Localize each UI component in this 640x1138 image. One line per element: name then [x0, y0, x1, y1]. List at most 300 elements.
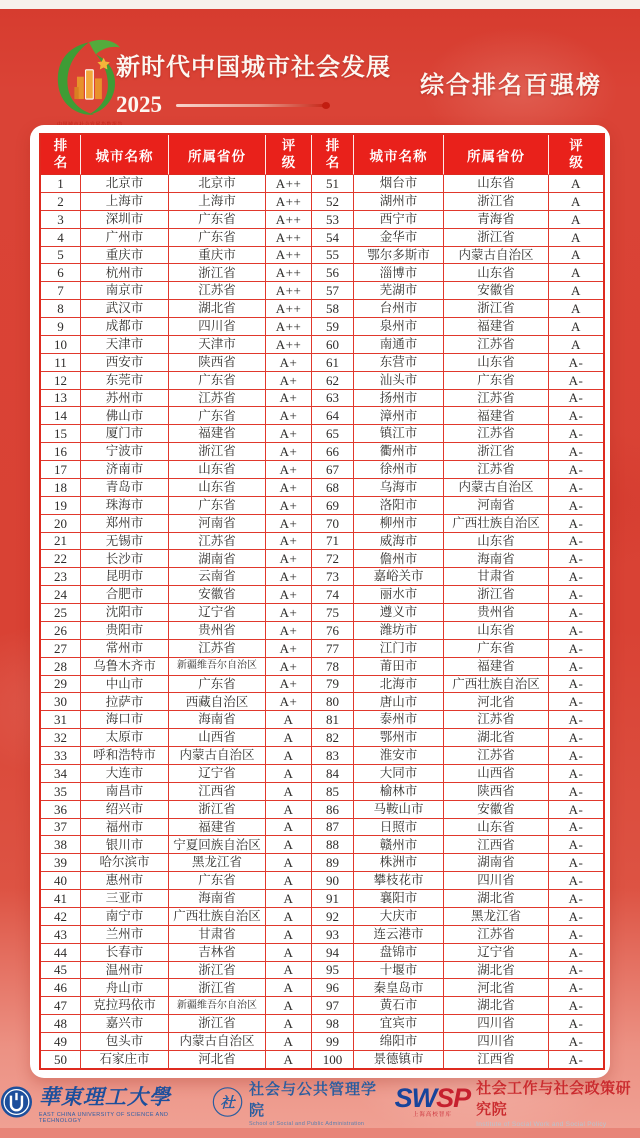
rank-cell: 79 — [312, 676, 354, 694]
province-cell: 浙江省 — [169, 443, 266, 461]
rating-cell: A- — [549, 586, 603, 604]
subtitle-right: 综合排名百强榜 — [420, 72, 602, 99]
city-cell: 银川市 — [81, 836, 169, 854]
rating-cell: A- — [549, 443, 603, 461]
rating-cell: A — [266, 908, 312, 926]
rank-cell: 90 — [312, 872, 354, 890]
rank-cell: 75 — [312, 604, 354, 622]
city-cell: 扬州市 — [354, 390, 444, 408]
city-cell: 芜湖市 — [354, 282, 444, 300]
rating-cell: A- — [549, 604, 603, 622]
rating-cell: A — [266, 801, 312, 819]
city-cell: 唐山市 — [354, 693, 444, 711]
rank-cell: 56 — [312, 264, 354, 282]
city-cell: 连云港市 — [354, 926, 444, 944]
rating-cell: A- — [549, 425, 603, 443]
rank-cell: 86 — [312, 801, 354, 819]
province-cell: 江西省 — [444, 1051, 549, 1068]
province-cell: 四川省 — [169, 318, 266, 336]
rank-cell: 17 — [41, 461, 81, 479]
city-cell: 东营市 — [354, 354, 444, 372]
rank-cell: 16 — [41, 443, 81, 461]
province-cell: 四川省 — [444, 1015, 549, 1033]
table-row — [41, 586, 603, 604]
rating-cell: A+ — [266, 479, 312, 497]
city-cell: 威海市 — [354, 533, 444, 551]
rank-cell: 34 — [41, 765, 81, 783]
province-cell: 广东省 — [169, 497, 266, 515]
rank-cell: 66 — [312, 443, 354, 461]
table-row — [41, 872, 603, 890]
city-cell: 东莞市 — [81, 372, 169, 390]
table-row — [41, 747, 603, 765]
city-cell: 武汉市 — [81, 300, 169, 318]
rank-cell: 15 — [41, 425, 81, 443]
city-cell: 赣州市 — [354, 836, 444, 854]
table-row — [41, 336, 603, 354]
city-cell: 杭州市 — [81, 264, 169, 282]
city-cell: 烟台市 — [354, 175, 444, 193]
swsp-sub-label: 上海高校智库 — [412, 1112, 452, 1119]
rating-cell: A++ — [266, 282, 312, 300]
rating-cell: A- — [549, 836, 603, 854]
rating-cell: A — [266, 962, 312, 980]
city-cell: 拉萨市 — [81, 693, 169, 711]
province-cell: 吉林省 — [169, 944, 266, 962]
province-cell: 江苏省 — [444, 711, 549, 729]
rank-cell: 49 — [41, 1033, 81, 1051]
city-cell: 台州市 — [354, 300, 444, 318]
province-cell: 辽宁省 — [169, 765, 266, 783]
rank-cell: 87 — [312, 819, 354, 837]
province-cell: 福建省 — [169, 425, 266, 443]
rating-cell: A- — [549, 1051, 603, 1068]
rank-cell: 58 — [312, 300, 354, 318]
rating-cell: A+ — [266, 354, 312, 372]
city-cell: 长沙市 — [81, 550, 169, 568]
city-cell: 大庆市 — [354, 908, 444, 926]
rank-cell: 27 — [41, 640, 81, 658]
header — [0, 9, 640, 125]
province-cell: 广西壮族自治区 — [169, 908, 266, 926]
rank-cell: 7 — [41, 282, 81, 300]
rating-cell: A — [549, 175, 603, 193]
rating-cell: A — [549, 229, 603, 247]
rating-cell: A+ — [266, 640, 312, 658]
province-cell: 浙江省 — [169, 801, 266, 819]
province-cell: 广东省 — [444, 372, 549, 390]
province-cell: 海南省 — [444, 550, 549, 568]
rank-cell: 93 — [312, 926, 354, 944]
rank-cell: 48 — [41, 1015, 81, 1033]
city-cell: 淄博市 — [354, 264, 444, 282]
rating-cell: A — [266, 926, 312, 944]
city-cell: 南通市 — [354, 336, 444, 354]
city-cell: 西宁市 — [354, 211, 444, 229]
rank-cell: 21 — [41, 533, 81, 551]
rank-cell: 14 — [41, 407, 81, 425]
rank-cell: 98 — [312, 1015, 354, 1033]
province-cell: 山东省 — [444, 819, 549, 837]
province-cell: 福建省 — [444, 318, 549, 336]
city-cell: 厦门市 — [81, 425, 169, 443]
rating-cell: A- — [549, 1033, 603, 1051]
table-row — [41, 354, 603, 372]
table-header-row — [41, 135, 603, 175]
rating-cell: A- — [549, 890, 603, 908]
city-cell: 包头市 — [81, 1033, 169, 1051]
rating-cell: A — [266, 711, 312, 729]
rank-cell: 77 — [312, 640, 354, 658]
column-header: 所属省份 — [169, 135, 266, 175]
city-cell: 福州市 — [81, 819, 169, 837]
rating-cell: A- — [549, 390, 603, 408]
province-cell: 浙江省 — [169, 1015, 266, 1033]
city-cell: 十堰市 — [354, 962, 444, 980]
province-cell: 福建省 — [169, 819, 266, 837]
rank-cell: 72 — [312, 550, 354, 568]
table-row — [41, 461, 603, 479]
rank-cell: 50 — [41, 1051, 81, 1068]
rating-cell: A- — [549, 747, 603, 765]
table-row — [41, 944, 603, 962]
rating-cell: A- — [549, 461, 603, 479]
province-cell: 浙江省 — [444, 193, 549, 211]
rank-cell: 18 — [41, 479, 81, 497]
column-header: 排名 — [312, 135, 354, 175]
city-cell: 金华市 — [354, 229, 444, 247]
rating-cell: A — [266, 765, 312, 783]
city-cell: 珠海市 — [81, 497, 169, 515]
city-cell: 儋州市 — [354, 550, 444, 568]
table-row — [41, 229, 603, 247]
table-row — [41, 676, 603, 694]
rank-cell: 81 — [312, 711, 354, 729]
rating-cell: A — [549, 193, 603, 211]
rating-cell: A- — [549, 354, 603, 372]
rank-cell: 64 — [312, 407, 354, 425]
rank-cell: 22 — [41, 550, 81, 568]
rank-cell: 30 — [41, 693, 81, 711]
city-cell: 鄂州市 — [354, 729, 444, 747]
rank-cell: 94 — [312, 944, 354, 962]
rank-cell: 95 — [312, 962, 354, 980]
rating-cell: A++ — [266, 211, 312, 229]
city-cell: 秦皇岛市 — [354, 979, 444, 997]
province-cell: 广东省 — [444, 640, 549, 658]
rank-cell: 60 — [312, 336, 354, 354]
title-dash-line — [176, 104, 326, 107]
rank-cell: 44 — [41, 944, 81, 962]
rating-cell: A+ — [266, 372, 312, 390]
province-cell: 福建省 — [444, 658, 549, 676]
province-cell: 内蒙古自治区 — [444, 247, 549, 265]
rank-cell: 32 — [41, 729, 81, 747]
city-cell: 泰州市 — [354, 711, 444, 729]
table-row — [41, 979, 603, 997]
university-name: 華東理工大學 — [38, 1084, 171, 1109]
rank-cell: 6 — [41, 264, 81, 282]
rank-cell: 83 — [312, 747, 354, 765]
rank-cell: 2 — [41, 193, 81, 211]
rank-cell: 100 — [312, 1051, 354, 1068]
university-seal-icon — [0, 1084, 33, 1120]
province-cell: 湖北省 — [444, 962, 549, 980]
province-cell: 湖北省 — [444, 997, 549, 1015]
rank-cell: 67 — [312, 461, 354, 479]
province-cell: 江苏省 — [444, 926, 549, 944]
city-cell: 西安市 — [81, 354, 169, 372]
rank-cell: 38 — [41, 836, 81, 854]
province-cell: 浙江省 — [169, 264, 266, 282]
rank-cell: 99 — [312, 1033, 354, 1051]
rank-cell: 59 — [312, 318, 354, 336]
table-row — [41, 962, 603, 980]
rank-cell: 41 — [41, 890, 81, 908]
rank-cell: 57 — [312, 282, 354, 300]
table-row — [41, 997, 603, 1015]
province-cell: 陕西省 — [444, 783, 549, 801]
province-cell: 安徽省 — [444, 282, 549, 300]
rank-cell: 3 — [41, 211, 81, 229]
province-cell: 天津市 — [169, 336, 266, 354]
province-cell: 青海省 — [444, 211, 549, 229]
rank-cell: 24 — [41, 586, 81, 604]
rating-cell: A — [266, 747, 312, 765]
rank-cell: 68 — [312, 479, 354, 497]
province-cell: 浙江省 — [444, 586, 549, 604]
rank-cell: 61 — [312, 354, 354, 372]
province-cell: 北京市 — [169, 175, 266, 193]
table-row — [41, 175, 603, 193]
city-cell: 宁波市 — [81, 443, 169, 461]
rank-cell: 63 — [312, 390, 354, 408]
city-cell: 漳州市 — [354, 407, 444, 425]
rating-cell: A+ — [266, 693, 312, 711]
city-cell: 汕头市 — [354, 372, 444, 390]
rank-cell: 43 — [41, 926, 81, 944]
rank-cell: 53 — [312, 211, 354, 229]
province-cell: 上海市 — [169, 193, 266, 211]
table-row — [41, 622, 603, 640]
province-cell: 黑龙江省 — [169, 854, 266, 872]
rating-cell: A- — [549, 962, 603, 980]
city-cell: 济南市 — [81, 461, 169, 479]
table-row — [41, 247, 603, 265]
city-cell: 大连市 — [81, 765, 169, 783]
province-cell: 河北省 — [444, 979, 549, 997]
rating-cell: A++ — [266, 247, 312, 265]
city-cell: 丽水市 — [354, 586, 444, 604]
table-row — [41, 711, 603, 729]
rank-cell: 76 — [312, 622, 354, 640]
rank-cell: 71 — [312, 533, 354, 551]
rank-cell: 96 — [312, 979, 354, 997]
rating-cell: A- — [549, 622, 603, 640]
province-cell: 福建省 — [444, 407, 549, 425]
rating-cell: A- — [549, 908, 603, 926]
table-row — [41, 890, 603, 908]
city-cell: 南昌市 — [81, 783, 169, 801]
rating-cell: A — [266, 836, 312, 854]
city-cell: 泉州市 — [354, 318, 444, 336]
rating-cell: A++ — [266, 318, 312, 336]
province-cell: 浙江省 — [444, 443, 549, 461]
rank-cell: 39 — [41, 854, 81, 872]
table-row — [41, 318, 603, 336]
province-cell: 陕西省 — [169, 354, 266, 372]
rating-cell: A++ — [266, 264, 312, 282]
province-cell: 山东省 — [169, 461, 266, 479]
rating-cell: A — [266, 1033, 312, 1051]
city-cell: 绵阳市 — [354, 1033, 444, 1051]
city-cell: 绍兴市 — [81, 801, 169, 819]
logo-buildings — [74, 70, 102, 99]
province-cell: 山东省 — [444, 175, 549, 193]
city-cell: 镇江市 — [354, 425, 444, 443]
rank-cell: 82 — [312, 729, 354, 747]
city-cell: 马鞍山市 — [354, 801, 444, 819]
province-cell: 辽宁省 — [169, 604, 266, 622]
province-cell: 海南省 — [169, 711, 266, 729]
city-cell: 襄阳市 — [354, 890, 444, 908]
city-cell: 株洲市 — [354, 854, 444, 872]
rating-cell: A — [549, 247, 603, 265]
table-row — [41, 372, 603, 390]
table-row — [41, 604, 603, 622]
province-cell: 甘肃省 — [444, 568, 549, 586]
province-cell: 河南省 — [444, 497, 549, 515]
rank-cell: 35 — [41, 783, 81, 801]
table-row — [41, 908, 603, 926]
rating-cell: A- — [549, 944, 603, 962]
table-row — [41, 407, 603, 425]
column-header: 城市名称 — [354, 135, 444, 175]
province-cell: 浙江省 — [169, 962, 266, 980]
institute-logo-group — [395, 1077, 640, 1128]
rating-cell: A- — [549, 640, 603, 658]
city-cell: 成都市 — [81, 318, 169, 336]
province-cell: 广东省 — [169, 407, 266, 425]
city-cell: 贵阳市 — [81, 622, 169, 640]
rating-cell: A- — [549, 676, 603, 694]
province-cell: 江苏省 — [169, 282, 266, 300]
rating-cell: A — [549, 282, 603, 300]
rating-cell: A — [549, 318, 603, 336]
province-cell: 河北省 — [169, 1051, 266, 1068]
province-cell: 山东省 — [444, 622, 549, 640]
rating-cell: A+ — [266, 407, 312, 425]
city-cell: 淮安市 — [354, 747, 444, 765]
province-cell: 内蒙古自治区 — [169, 1033, 266, 1051]
rank-cell: 33 — [41, 747, 81, 765]
rating-cell: A+ — [266, 568, 312, 586]
table-row — [41, 497, 603, 515]
rank-cell: 9 — [41, 318, 81, 336]
table-row — [41, 1015, 603, 1033]
rating-cell: A — [549, 264, 603, 282]
rating-cell: A+ — [266, 533, 312, 551]
rating-cell: A+ — [266, 425, 312, 443]
university-caption: EAST CHINA UNIVERSITY OF SCIENCE AND TECHNOLOGY — [38, 1111, 169, 1124]
footer — [0, 1076, 640, 1128]
province-cell: 河南省 — [169, 515, 266, 533]
rating-cell: A- — [549, 926, 603, 944]
bottom-strip — [0, 1128, 640, 1138]
rating-cell: A- — [549, 372, 603, 390]
table-row — [41, 479, 603, 497]
rank-cell: 73 — [312, 568, 354, 586]
city-cell: 乌鲁木齐市 — [81, 658, 169, 676]
city-cell: 日照市 — [354, 819, 444, 837]
rank-cell: 13 — [41, 390, 81, 408]
city-cell: 大同市 — [354, 765, 444, 783]
school-logo-group — [212, 1078, 381, 1127]
province-cell: 山东省 — [169, 479, 266, 497]
city-cell: 江门市 — [354, 640, 444, 658]
province-cell: 湖南省 — [169, 550, 266, 568]
rank-cell: 26 — [41, 622, 81, 640]
city-cell: 常州市 — [81, 640, 169, 658]
city-cell: 佛山市 — [81, 407, 169, 425]
city-cell: 南京市 — [81, 282, 169, 300]
city-cell: 呼和浩特市 — [81, 747, 169, 765]
rank-cell: 88 — [312, 836, 354, 854]
rating-cell: A+ — [266, 658, 312, 676]
province-cell: 内蒙古自治区 — [169, 747, 266, 765]
rank-cell: 37 — [41, 819, 81, 837]
rank-cell: 69 — [312, 497, 354, 515]
rating-cell: A+ — [266, 497, 312, 515]
table-row — [41, 783, 603, 801]
rating-cell: A — [266, 1015, 312, 1033]
city-cell: 乌海市 — [354, 479, 444, 497]
rating-cell: A — [266, 783, 312, 801]
city-cell: 广州市 — [81, 229, 169, 247]
rank-cell: 31 — [41, 711, 81, 729]
city-cell: 长春市 — [81, 944, 169, 962]
rating-cell: A- — [549, 783, 603, 801]
rating-cell: A+ — [266, 604, 312, 622]
city-cell: 三亚市 — [81, 890, 169, 908]
city-cell: 北京市 — [81, 175, 169, 193]
rank-cell: 23 — [41, 568, 81, 586]
city-cell: 温州市 — [81, 962, 169, 980]
table-row — [41, 443, 603, 461]
rank-cell: 40 — [41, 872, 81, 890]
province-cell: 黑龙江省 — [444, 908, 549, 926]
column-header: 评级 — [549, 135, 603, 175]
city-cell: 柳州市 — [354, 515, 444, 533]
swsp-logo: SWSP 上海高校智库 — [394, 1083, 471, 1119]
city-cell: 昆明市 — [81, 568, 169, 586]
rank-cell: 25 — [41, 604, 81, 622]
rank-cell: 55 — [312, 247, 354, 265]
table-row — [41, 729, 603, 747]
city-cell: 重庆市 — [81, 247, 169, 265]
rating-cell: A+ — [266, 586, 312, 604]
city-cell: 太原市 — [81, 729, 169, 747]
province-cell: 广东省 — [169, 229, 266, 247]
province-cell: 广东省 — [169, 872, 266, 890]
rank-cell: 74 — [312, 586, 354, 604]
rank-cell: 78 — [312, 658, 354, 676]
city-cell: 黄石市 — [354, 997, 444, 1015]
city-cell: 兰州市 — [81, 926, 169, 944]
province-cell: 贵州省 — [169, 622, 266, 640]
rating-cell: A- — [549, 658, 603, 676]
rank-cell: 28 — [41, 658, 81, 676]
